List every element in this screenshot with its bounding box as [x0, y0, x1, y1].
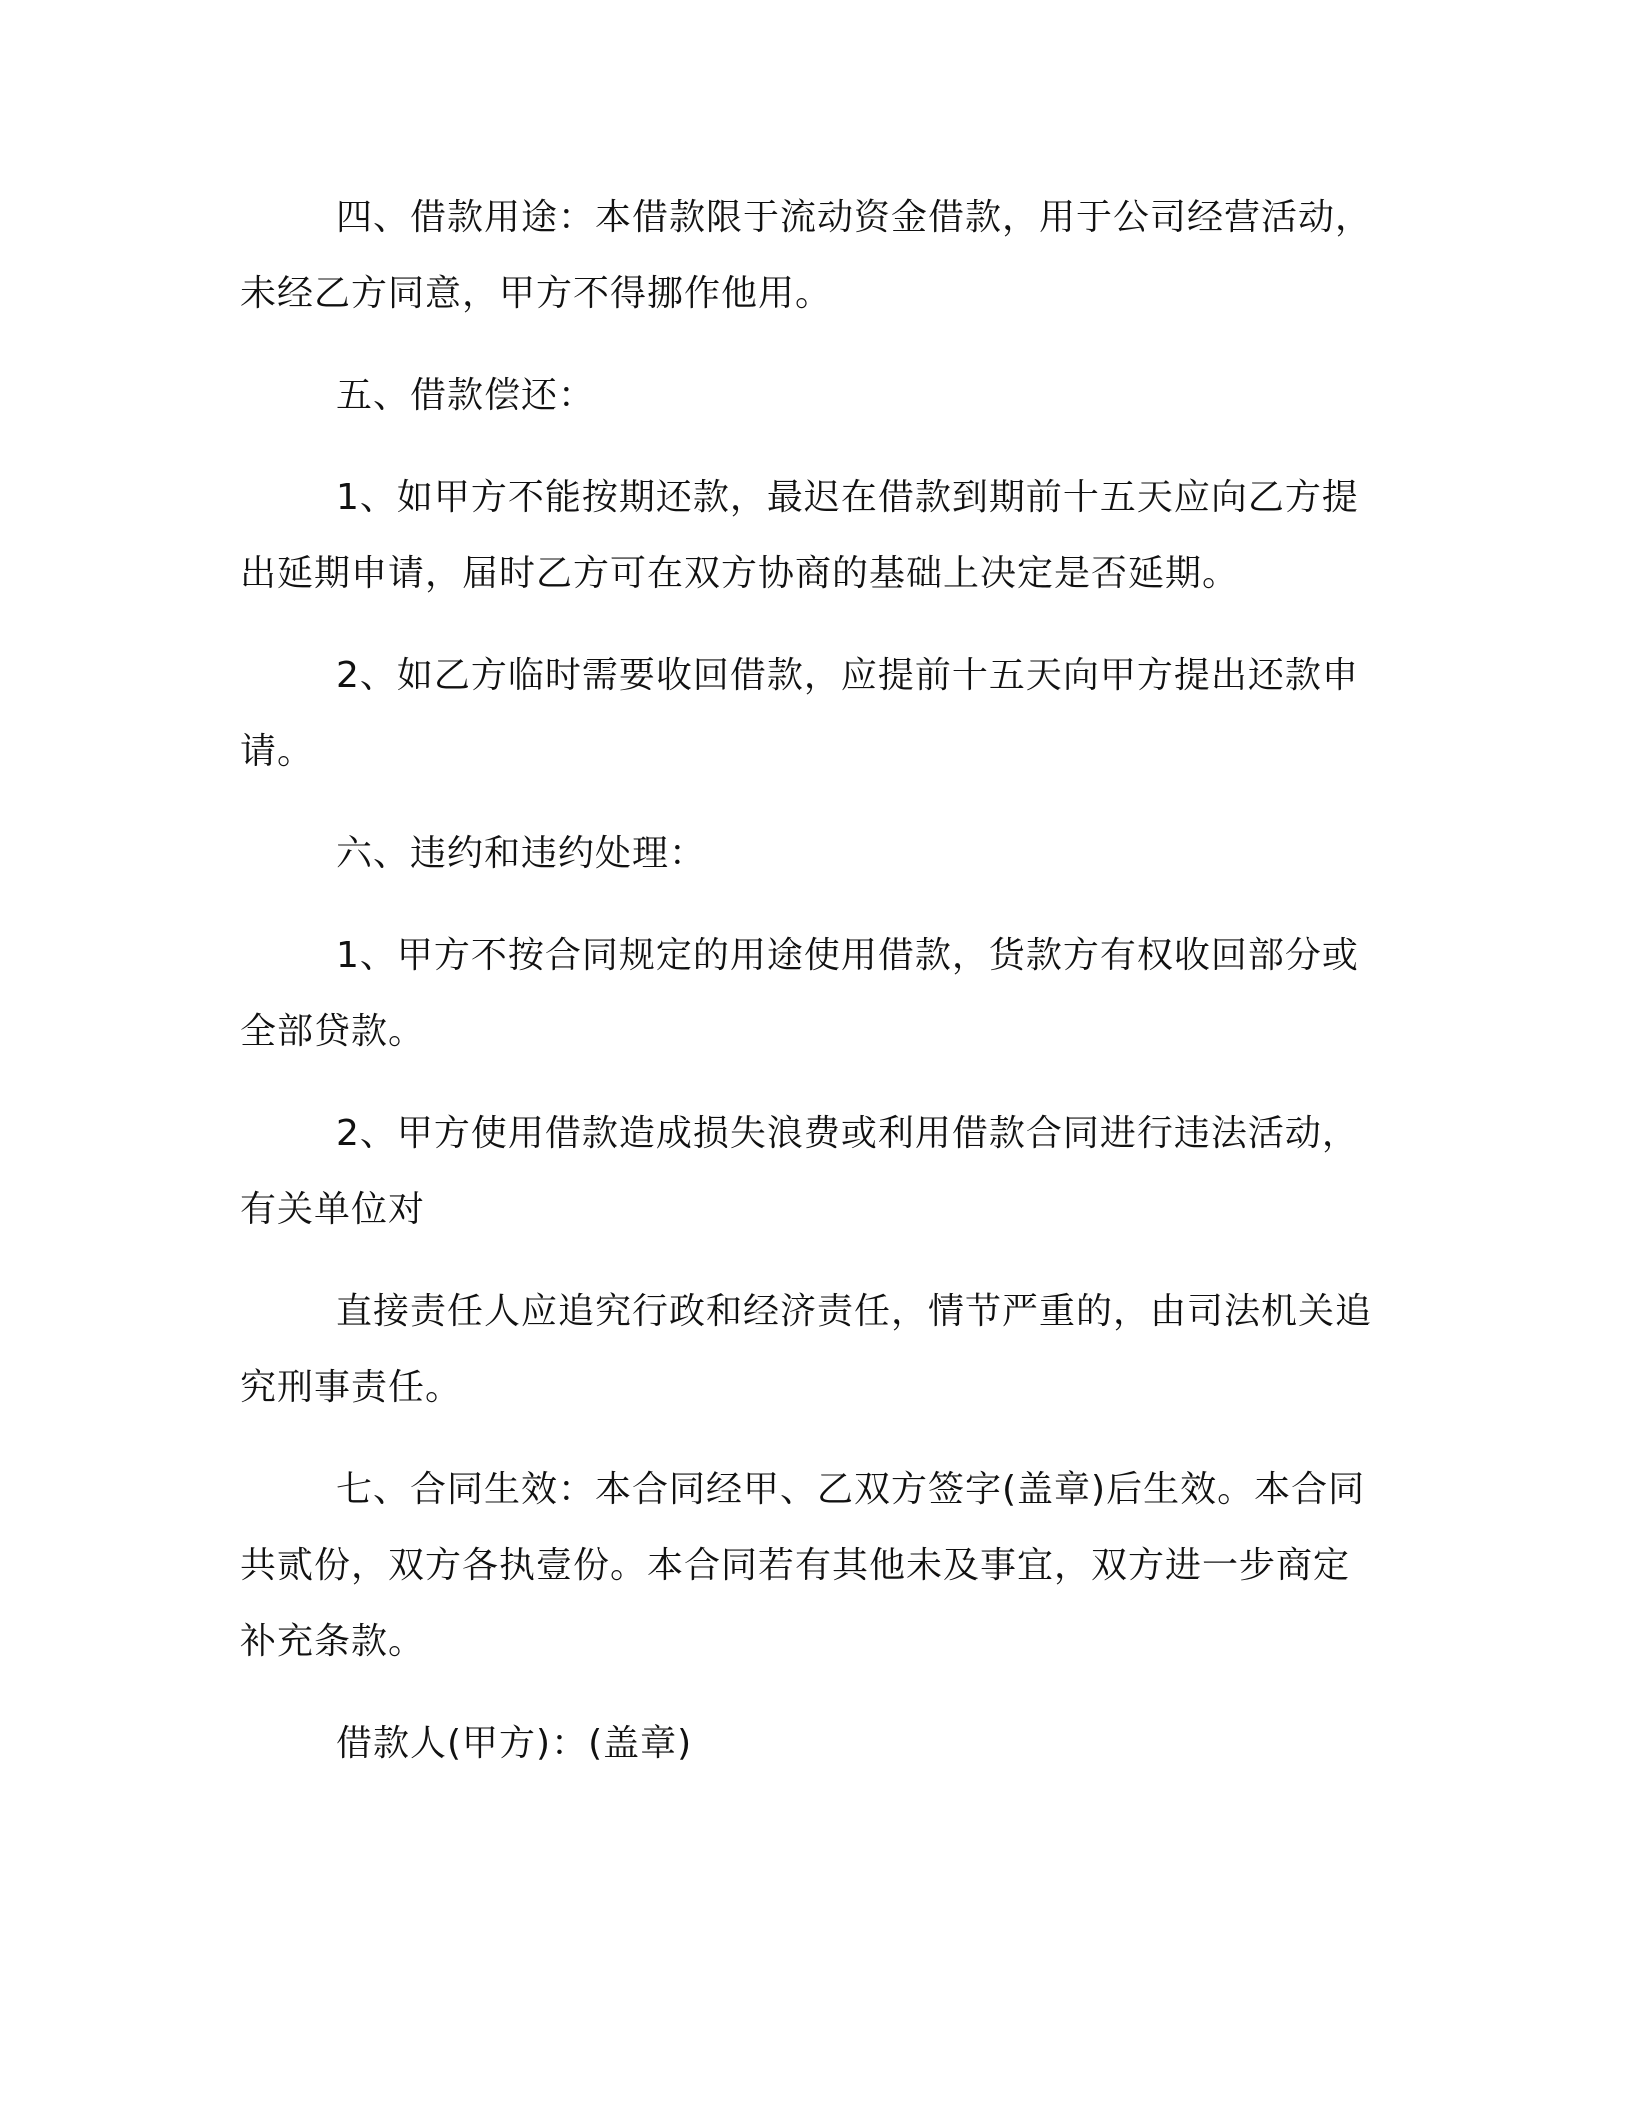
clause-5-item-2-line-1: 2、如乙方临时需要收回借款，应提前十五天向甲方提出还款申: [336, 655, 1359, 696]
clause-5-item-2-line-2: 请。: [240, 731, 315, 772]
clause-4-line-2: 未经乙方同意，甲方不得挪作他用。: [240, 273, 833, 314]
clause-5-heading: 五、借款偿还：: [336, 375, 596, 416]
clause-5-item-1-line-1: 1、如甲方不能按期还款，最迟在借款到期前十五天应向乙方提: [336, 477, 1359, 518]
clause-5-item-1-line-2: 出延期申请，届时乙方可在双方协商的基础上决定是否延期。: [240, 553, 1240, 594]
clause-7-line-2: 共贰份，双方各执壹份。本合同若有其他未及事宜，双方进一步商定: [240, 1545, 1351, 1586]
clause-6-heading: 六、违约和违约处理：: [336, 833, 707, 874]
clause-6-item-1-line-2: 全部贷款。: [240, 1011, 426, 1052]
clause-6-item-2-cont-line-1: 直接责任人应追究行政和经济责任，情节严重的，由司法机关追: [336, 1291, 1373, 1332]
clause-6-item-2-cont-line-2: 究刑事责任。: [240, 1367, 463, 1408]
clause-6-item-1-line-1: 1、甲方不按合同规定的用途使用借款，货款方有权收回部分或: [336, 935, 1359, 976]
clause-6-item-2-line-1: 2、甲方使用借款造成损失浪费或利用借款合同进行违法活动，: [336, 1113, 1359, 1154]
clause-7-line-3: 补充条款。: [240, 1621, 426, 1662]
clause-6-item-2-line-2: 有关单位对: [240, 1189, 426, 1230]
borrower-signature-line: 借款人(甲方)：(盖章): [336, 1723, 693, 1764]
clause-4-line-1: 四、借款用途：本借款限于流动资金借款，用于公司经营活动，: [336, 197, 1373, 238]
clause-7-line-1: 七、合同生效：本合同经甲、乙双方签字(盖章)后生效。本合同: [336, 1469, 1366, 1510]
